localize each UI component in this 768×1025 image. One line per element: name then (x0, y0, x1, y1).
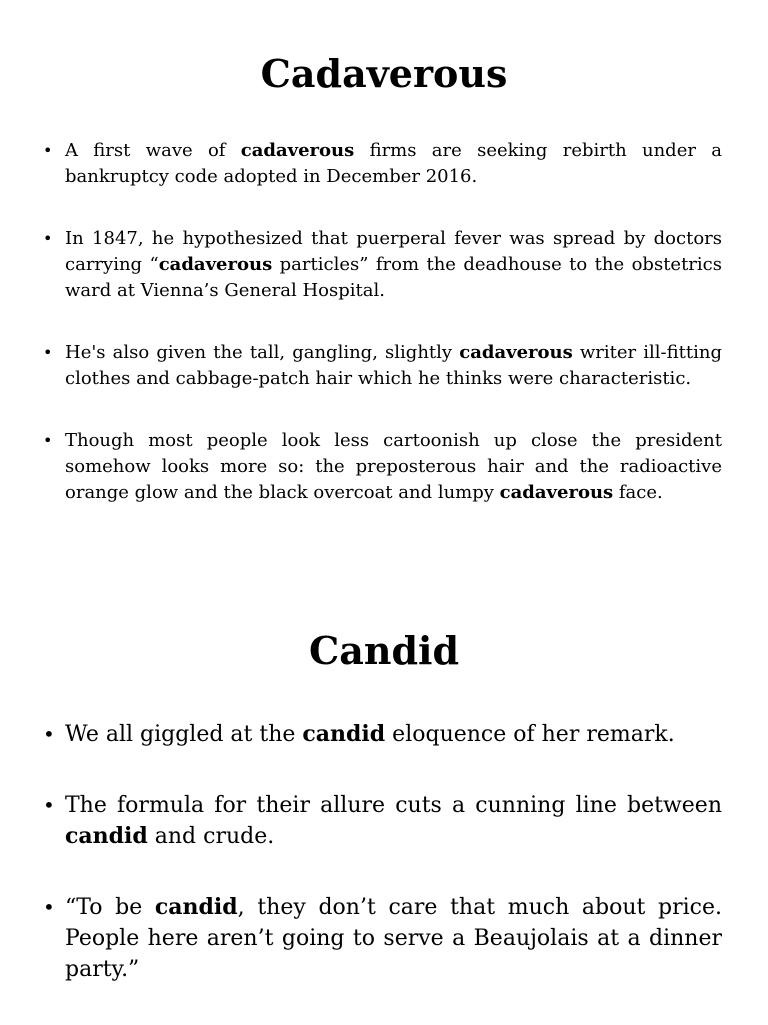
sentence-end: writer ill-fitting clothes and cabbage-patch hair which he thinks were characteristic. (65, 342, 722, 389)
sentence-start: A first wave of (65, 140, 241, 161)
bullet-dot-icon: • (43, 141, 53, 160)
sentence-start: We all giggled at the (65, 722, 303, 747)
vocab-term: candid (154, 894, 238, 920)
bullet-dot-icon: • (43, 343, 53, 362)
vocab-term: cadaverous (158, 254, 273, 275)
slide-title: Candid (308, 628, 460, 673)
slide-title: Cadaverous (260, 51, 508, 96)
bullet-dot-icon: • (43, 895, 55, 919)
list-item (0, 226, 768, 304)
vocab-term: candid (65, 823, 148, 849)
sentence-end: , they don’t care that much about price. People here aren’t going to serve a Beaujolais at a dinner party.” (65, 895, 722, 982)
bullet-dot-icon: • (43, 431, 53, 450)
sentence-start: Though most people look less cartoonish up close the president somehow looks more so: the preposterous hair and the radioactive orange glow and the black overcoat and lumpy (65, 430, 722, 503)
bullet-dot-icon: • (43, 229, 53, 248)
list-item (0, 340, 768, 392)
sentence-start: The formula for their allure cuts a cunning line between (65, 793, 722, 818)
sentence-end: particles” from the deadhouse to the obstetrics ward at Vienna’s General Hospital. (65, 254, 722, 301)
list-item (0, 892, 768, 985)
slide-candid (0, 605, 768, 1025)
vocab-term: cadaverous (459, 342, 573, 363)
sentence-end: face. (613, 482, 663, 503)
sentence-start: In 1847, he hypothesized that puerperal fever was spread by doctors carrying “ (65, 228, 722, 275)
sentence-end: and crude. (147, 824, 275, 849)
vocab-term: cadaverous (499, 482, 614, 503)
list-item (0, 428, 768, 506)
vocab-term: candid (302, 721, 386, 747)
bullet-dot-icon: • (43, 793, 55, 817)
list-item (0, 138, 768, 190)
bullet-dot-icon: • (43, 722, 55, 746)
sentence-start: “To be (65, 895, 155, 920)
list-item (0, 790, 768, 852)
bullet-list (0, 138, 768, 506)
sentence-end: eloquence of her remark. (385, 722, 675, 747)
sentence-start: He's also given the tall, gangling, slightly (65, 342, 460, 363)
sentence-end: firms are seeking rebirth under a bankruptcy code adopted in December 2016. (65, 140, 722, 187)
vocab-term: cadaverous (240, 140, 355, 161)
bullet-list (0, 719, 768, 985)
list-item (0, 719, 768, 750)
